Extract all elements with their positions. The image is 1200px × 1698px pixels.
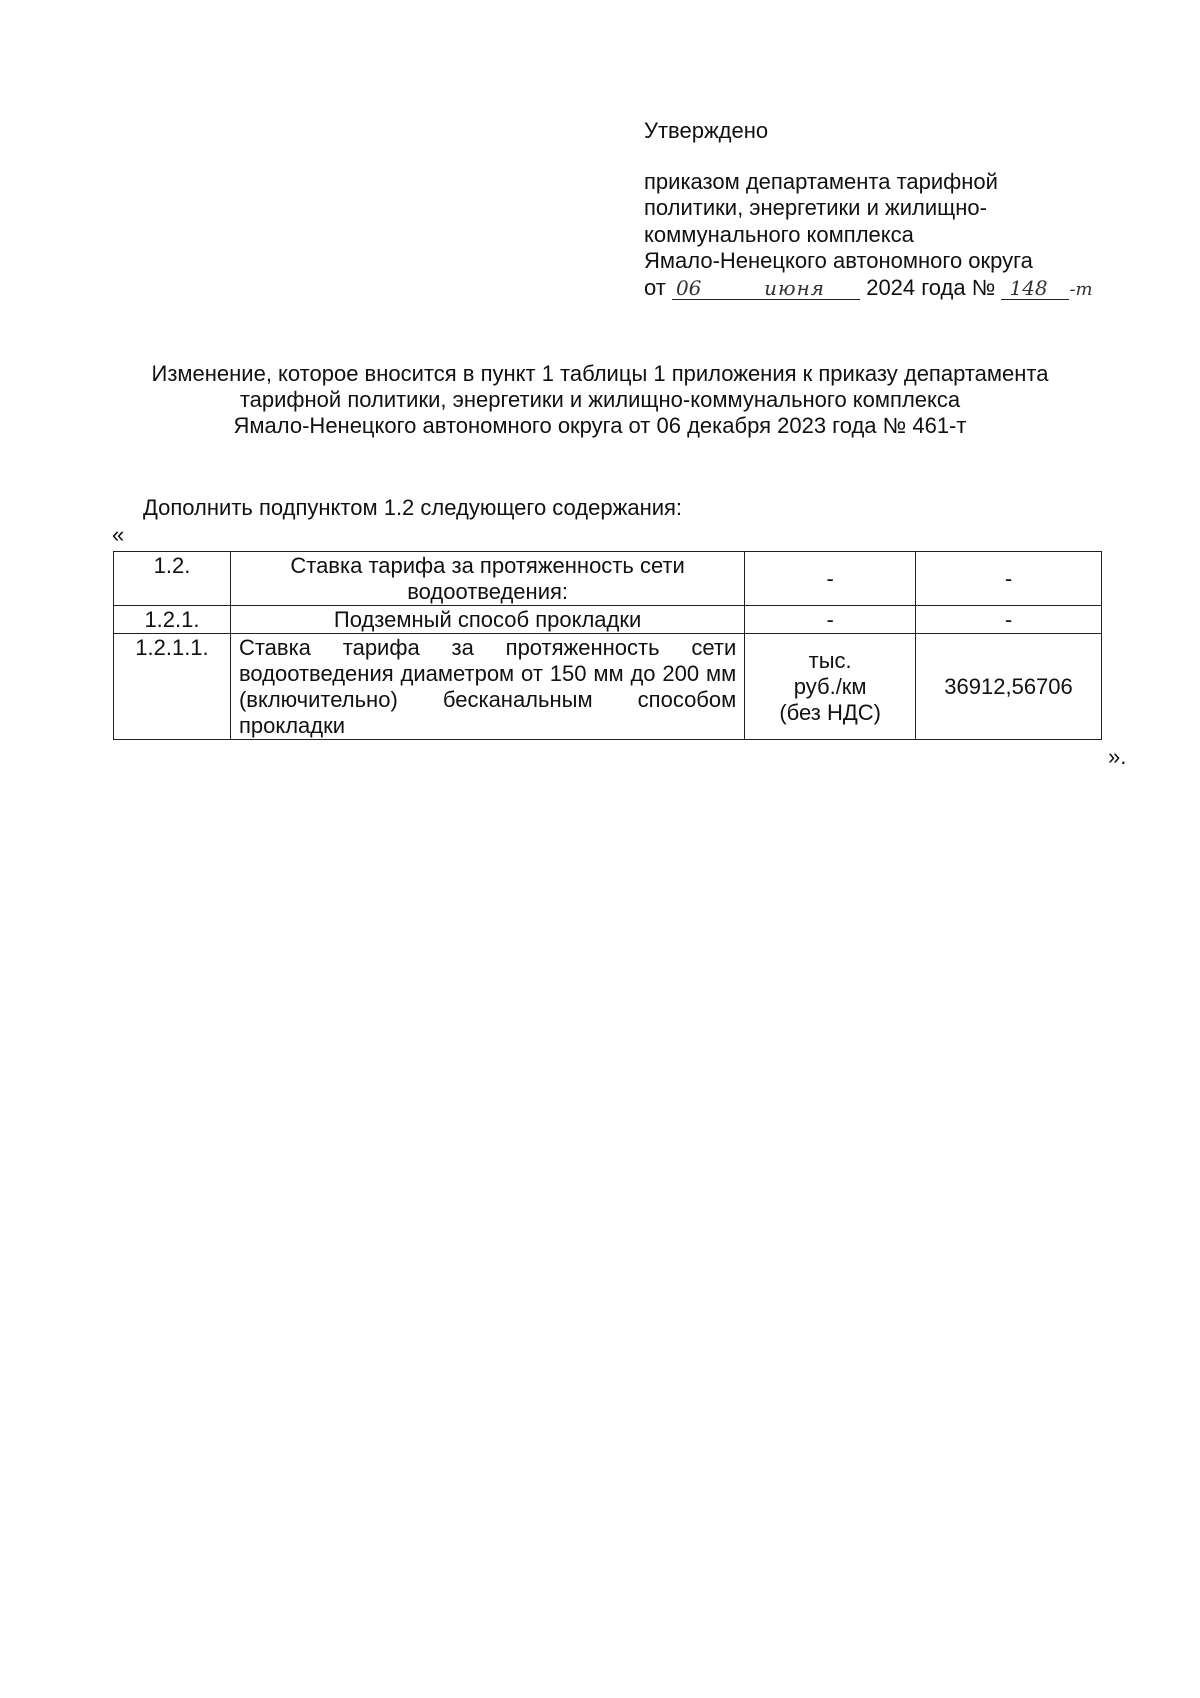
unit-line-1: тыс. bbox=[808, 647, 852, 673]
row-number: 1.2.1.1. bbox=[114, 634, 231, 740]
approval-line-4: Ямало-Ненецкого автономного округа bbox=[644, 248, 1033, 273]
opening-quote: « bbox=[112, 522, 125, 547]
row-value: 36912,56706 bbox=[916, 634, 1102, 740]
approval-title: Утверждено bbox=[644, 118, 769, 143]
approval-line-2: политики, энергетики и жилищно- bbox=[644, 195, 987, 220]
closing-quote: ». bbox=[1108, 744, 1127, 769]
tariff-table bbox=[113, 551, 1102, 740]
document-heading bbox=[100, 361, 1100, 439]
date-prefix: от bbox=[644, 274, 666, 300]
unit-line-2: руб./км bbox=[793, 673, 867, 699]
row-unit bbox=[745, 634, 916, 740]
intro-text: Дополнить подпунктом 1.2 следующего содержания: bbox=[143, 495, 683, 520]
handwritten-order-number: 148 bbox=[1001, 277, 1069, 300]
approval-block bbox=[644, 118, 1124, 303]
row-value: - bbox=[916, 606, 1102, 634]
approval-line-1: приказом департамента тарифной bbox=[644, 168, 998, 194]
row-name: Ставка тарифа за протяженность сети водоотведения диаметром от 150 мм до 200 мм (включительно) бесканальным способом прокладки bbox=[230, 634, 744, 740]
row-unit: - bbox=[745, 606, 916, 634]
table-row bbox=[114, 634, 1102, 740]
row-name: Ставка тарифа за протяженность сети водоотведения: bbox=[230, 552, 744, 606]
row-number: 1.2.1. bbox=[114, 606, 231, 634]
handwritten-day: 06 bbox=[672, 277, 744, 300]
date-year: 2024 года № bbox=[866, 274, 996, 300]
row-unit: - bbox=[745, 552, 916, 606]
unit-line-3: (без НДС) bbox=[779, 699, 881, 725]
heading-line-3: Ямало-Ненецкого автономного округа от 06 декабря 2023 года № 461-т bbox=[233, 413, 967, 438]
row-number: 1.2. bbox=[114, 552, 231, 606]
approval-date-line bbox=[644, 275, 1124, 304]
row-name: Подземный способ прокладки bbox=[230, 606, 744, 634]
row-value: - bbox=[916, 552, 1102, 606]
handwritten-order-suffix: -т bbox=[1069, 278, 1093, 300]
heading-line-1: Изменение, которое вносится в пункт 1 таблицы 1 приложения к приказу департамента bbox=[151, 361, 1049, 386]
heading-line-2: тарифной политики, энергетики и жилищно-коммунального комплекса bbox=[239, 387, 961, 412]
approval-line-3: коммунального комплекса bbox=[644, 221, 914, 247]
handwritten-month: июня bbox=[744, 277, 860, 300]
table-row bbox=[114, 606, 1102, 634]
table-row bbox=[114, 552, 1102, 606]
